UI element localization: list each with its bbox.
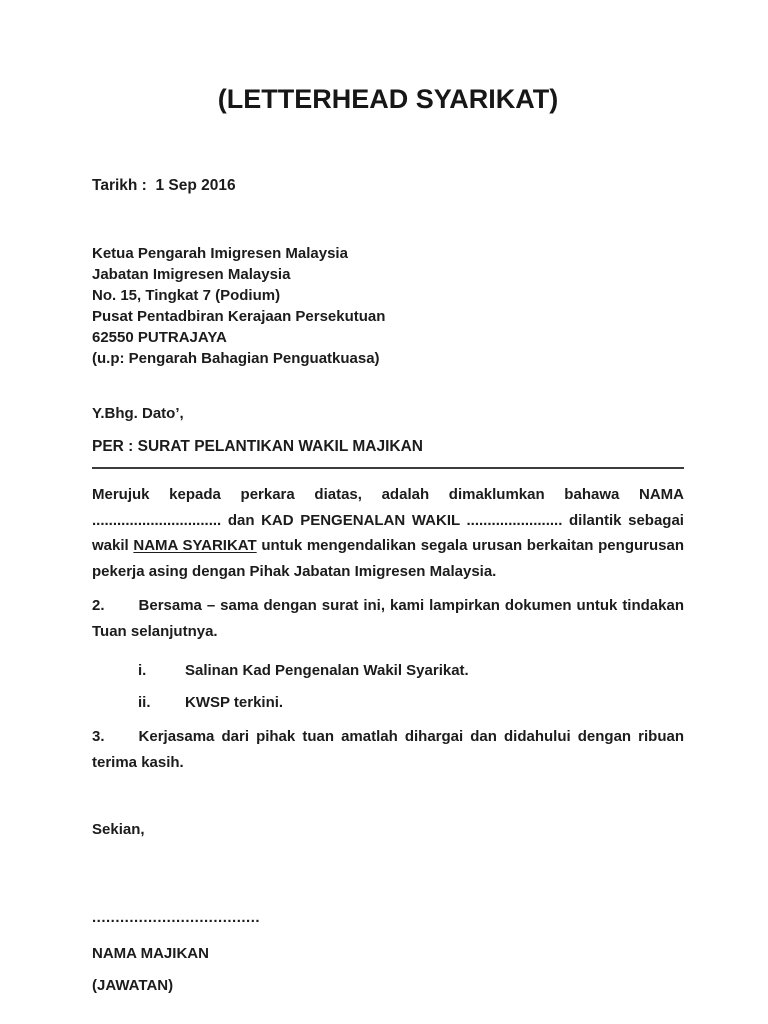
paragraph-2-text: Bersama – sama dengan surat ini, kami lampirkan dokumen untuk tindakan Tuan selanjutnya. (92, 597, 684, 640)
name-blank-dots: ............................... (92, 511, 222, 529)
paragraph-1-text: dan KAD PENGENALAN WAKIL (221, 511, 467, 529)
paragraph-1-text: dilantik sebagai wakil (92, 511, 684, 554)
subject-heading: PER : SURAT PELANTIKAN WAKIL MAJIKAN (92, 438, 684, 469)
list-item-text: KWSP terkini. (185, 694, 284, 711)
list-item-marker: ii. (138, 694, 151, 711)
paragraph-2 (92, 593, 684, 644)
enclosure-list (138, 660, 684, 713)
list-item (138, 692, 684, 713)
recipient-postcode-city: 62550 PUTRAJAYA (92, 329, 227, 346)
list-item-marker: i. (138, 662, 147, 679)
recipient-attention-line: (u.p: Pengarah Bahagian Penguatkuasa) (92, 350, 380, 367)
recipient-line: Jabatan Imigresen Malaysia (92, 266, 291, 283)
paragraph-1 (92, 482, 684, 584)
recipient-line: No. 15, Tingkat 7 (Podium) (92, 287, 281, 304)
company-name-placeholder: NAMA SYARIKAT (133, 537, 257, 554)
paragraph-2-number: 2. (92, 597, 105, 614)
date-line: Tarikh : 1 Sep 2016 (92, 177, 236, 194)
signature-block (92, 910, 684, 994)
closing-word: Sekian, (92, 821, 145, 838)
list-item (138, 660, 684, 681)
paragraph-1-text: untuk mengendalikan segala urusan berkaitan pengurusan pekerja asing dengan Pihak Jabatan Imigresen Malaysia. (92, 537, 684, 580)
paragraph-3-text: Kerjasama dari pihak tuan amatlah dihargai dan didahului dengan ribuan terima kasih. (92, 728, 684, 771)
signatory-position-placeholder: (JAWATAN) (92, 977, 174, 994)
letterhead-title: (LETTERHEAD SYARIKAT) (217, 84, 559, 114)
list-item-text: Salinan Kad Pengenalan Wakil Syarikat. (185, 662, 469, 679)
recipient-line: Pusat Pentadbiran Kerajaan Persekutuan (92, 308, 386, 325)
recipient-line: Ketua Pengarah Imigresen Malaysia (92, 245, 348, 262)
paragraph-1-text: Merujuk kepada perkara diatas, adalah dimaklumkan bahawa NAMA (92, 486, 684, 503)
signature-dotted-line: .................................... (92, 909, 261, 926)
recipient-address-block (92, 243, 684, 369)
paragraph-3 (92, 724, 684, 775)
ic-blank-dots: ....................... (466, 511, 563, 529)
salutation: Y.Bhg. Dato’, (92, 405, 184, 422)
signatory-name-placeholder: NAMA MAJIKAN (92, 945, 209, 962)
paragraph-3-number: 3. (92, 728, 105, 745)
